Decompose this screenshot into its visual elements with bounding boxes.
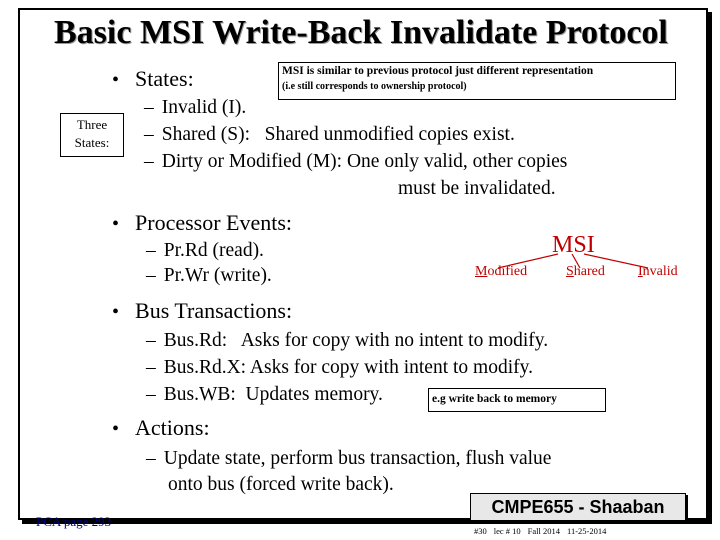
processor-event-read: – Pr.Rd (read). [146,240,264,261]
msi-state-shared: Shared [566,264,605,279]
bullet-icon: • [112,69,120,91]
bus-wb-note: e.g write back to memory [428,388,606,412]
states-note [278,62,676,100]
bullet-icon: • [112,213,120,235]
processor-heading: Processor Events: [135,210,293,235]
lecture-number: lec # 10 [493,526,521,536]
footer-reference: PCA page 293 [36,514,112,529]
state-item-invalid: – Invalid (I). [144,97,247,118]
actions-bullet [112,415,210,441]
three-states-label [60,113,124,157]
processor-bullet [112,210,292,236]
bus-heading: Bus Transactions: [135,298,293,323]
states-note-line2: (i.e still corresponds to ownership protocol) [282,81,467,92]
states-bullet [112,66,194,92]
bullet-icon: • [112,301,120,323]
three-states-line2: States: [74,135,110,150]
action-item-cont: onto bus (forced write back). [168,474,394,495]
state-item-modified: – Dirty or Modified (M): One only valid, other copies [144,151,568,172]
three-states-line1: Three [76,117,108,132]
msi-state-invalid: Invalid [638,264,678,279]
bullet-icon: • [112,418,120,440]
slide-number: #30 [474,526,487,536]
course-badge: CMPE655 - Shaaban [470,493,686,521]
msi-diagram-title: MSI [552,232,595,258]
date: 11-25-2014 [567,526,607,536]
term: Fall 2014 [527,526,561,536]
bus-transaction-rdx: – Bus.Rd.X: Asks for copy with intent to modify. [146,357,533,378]
actions-heading: Actions: [135,415,210,440]
bus-transaction-wb: – Bus.WB: Updates memory. [146,384,383,405]
bus-transaction-rd: – Bus.Rd: Asks for copy with no intent to modify. [146,330,549,351]
action-item: – Update state, perform bus transaction, flush value [146,448,552,469]
bus-bullet [112,298,292,324]
msi-state-modified: Modified [475,264,528,279]
states-heading: States: [135,66,194,91]
slide-title: Basic MSI Write-Back Invalidate Protocol [54,14,668,51]
state-item-modified-cont: must be invalidated. [398,178,556,199]
states-note-line1: MSI is similar to previous protocol just different representation [282,65,594,77]
footer-info [474,526,613,536]
state-item-shared: – Shared (S): Shared unmodified copies exist. [144,124,515,145]
processor-event-write: – Pr.Wr (write). [146,265,272,286]
